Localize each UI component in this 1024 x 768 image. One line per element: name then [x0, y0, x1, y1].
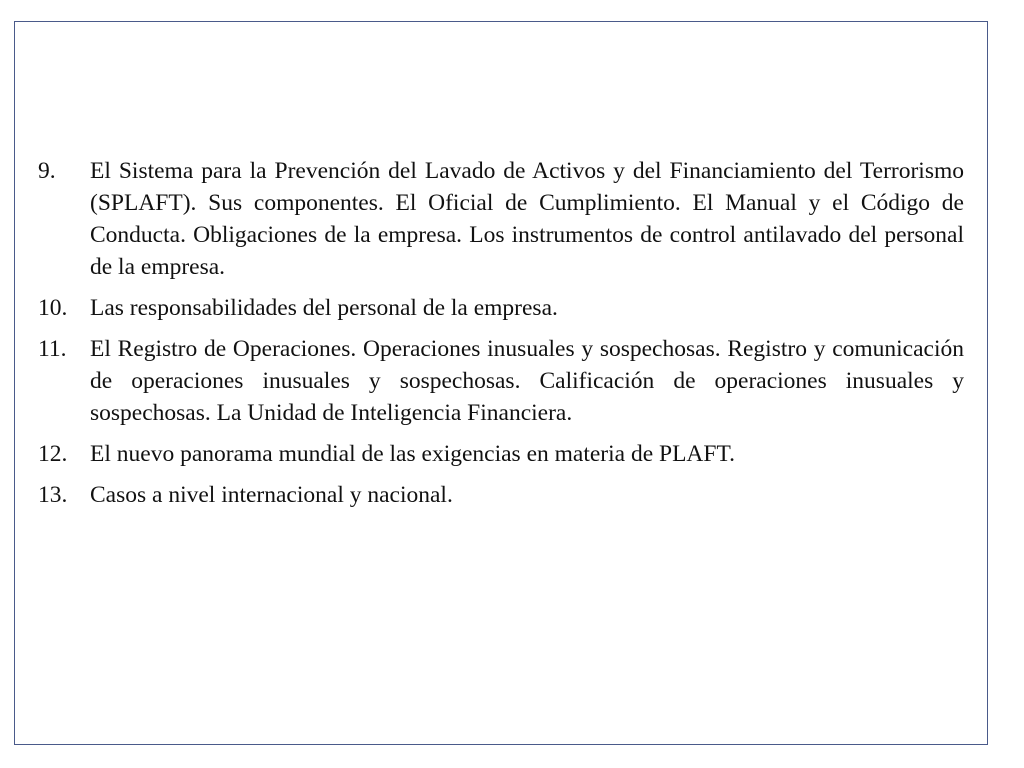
- list-item-text: El nuevo panorama mundial de las exigencias en materia de PLAFT.: [90, 441, 735, 467]
- list-item-text: Las responsabilidades del personal de la empresa.: [90, 295, 558, 321]
- topic-list: [38, 155, 964, 520]
- list-item-9: [38, 155, 964, 283]
- list-item-text: El Sistema para la Prevención del Lavado de Activos y del Financiamiento del Terrorismo (SPLAFT). Sus componentes. El Oficial de Cumplimiento. El Manual y el Código de Conducta. Obligaciones de la empresa. Los instrumentos de control antilavado del personal de la empresa.: [90, 158, 964, 280]
- list-item-text: El Registro de Operaciones. Operaciones inusuales y sospechosas. Registro y comunicación de operaciones inusuales y sospechosas. Calificación de operaciones inusuales y sospechosas. La Unidad de Inteligencia Financiera.: [90, 336, 964, 426]
- list-item-number: 10.: [38, 295, 68, 321]
- list-item-number: 12.: [38, 441, 68, 467]
- list-item-10: [38, 292, 964, 324]
- list-item-13: [38, 479, 964, 511]
- list-item-11: [38, 333, 964, 429]
- list-item-12: [38, 438, 964, 470]
- list-item-number: 13.: [38, 482, 68, 508]
- list-item-number: 11.: [38, 336, 67, 362]
- list-item-text: Casos a nivel internacional y nacional.: [90, 482, 453, 508]
- list-item-number: 9.: [38, 158, 56, 184]
